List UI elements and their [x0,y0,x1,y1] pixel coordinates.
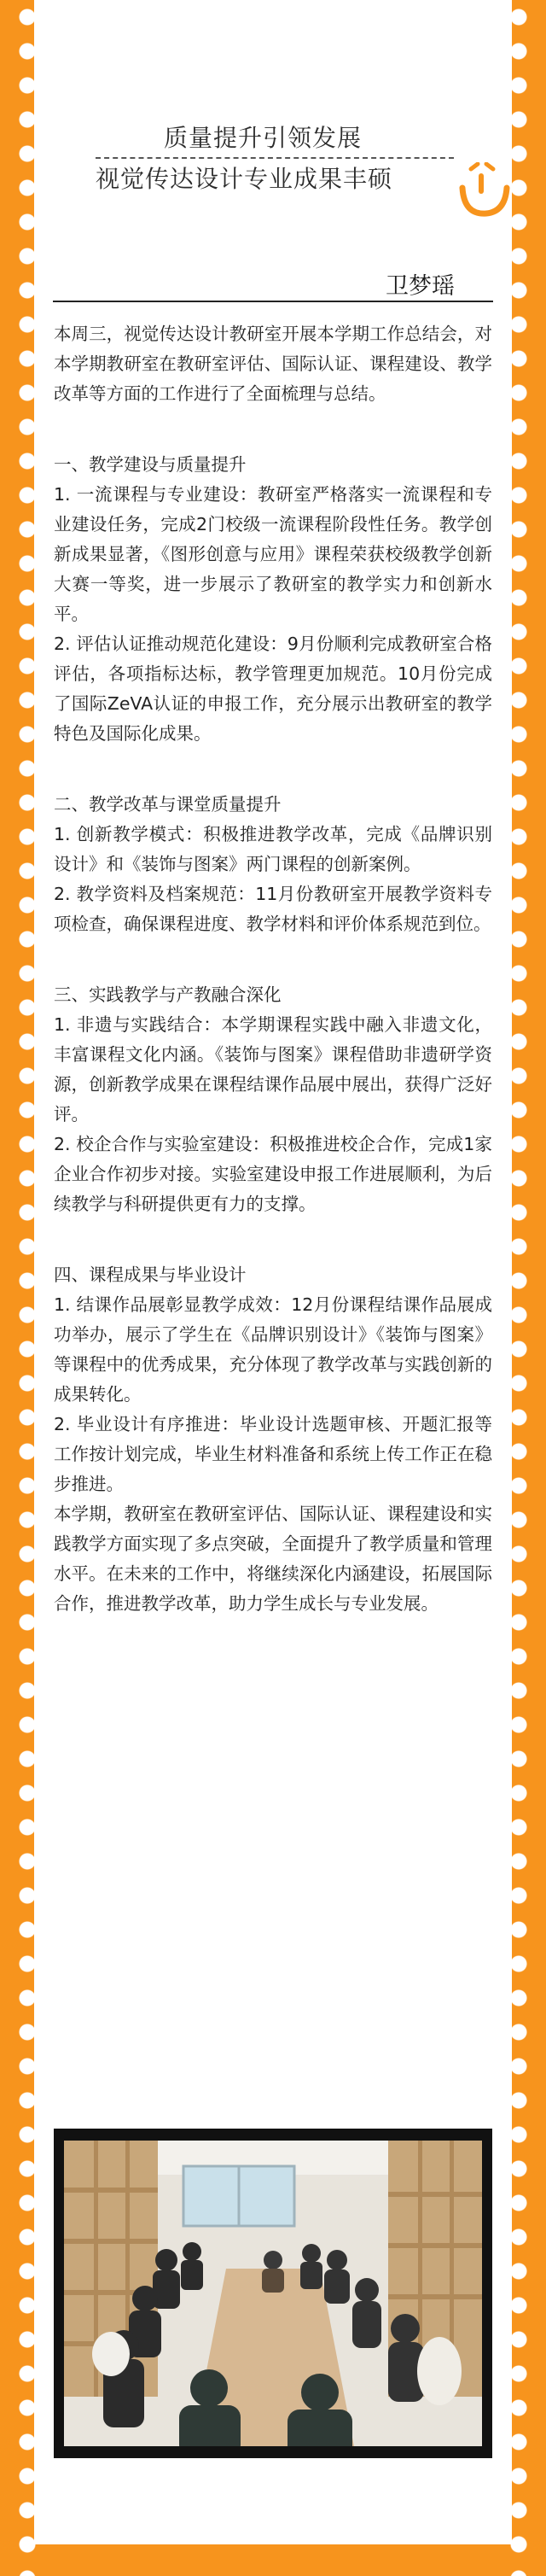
section-item: 2. 毕业设计有序推进：毕业设计选题审核、开题汇报等工作按计划完成，毕业生材料准备和系统上传工作正在稳步推进。 [54,1414,492,1494]
section-item: 2. 评估认证推动规范化建设：9月份顺利完成教研室合格评估，各项指标达标，教学管理更加规范。10月份完成了国际ZeVA认证的申报工作，充分展示出教研室的教学特色及国际化成果。 [54,634,492,744]
card-top [34,0,512,102]
section-item: 1. 创新教学模式：积极推进教学改革，完成《品牌识别设计》和《装饰与图案》两门课程的创新案例。 [54,824,492,874]
title-divider [96,157,454,159]
scalloped-edge-left [19,0,36,2576]
section-item: 2. 教学资料及档案规范：11月份教研室开展教学资料专项检查，确保课程进度、教学材料和评价体系规范到位。 [54,884,492,934]
author-divider [53,301,493,302]
author-name: 卫梦瑶 [386,273,455,300]
section-item: 2. 校企合作与实验室建设：积极推进校企合作，完成1家企业合作初步对接。实验室建设申报工作进展顺利，为后续教学与科研提供更有力的支撑。 [54,1134,492,1214]
section-title: 四、课程成果与毕业设计 [54,1265,247,1285]
photo-frame [54,2129,492,2458]
title-block [61,120,488,222]
section-item: 1. 结课作品展彰显教学成效：12月份课程结课作品展成功举办，展示了学生在《品牌识别设计》《装饰与图案》等课程中的优秀成果，充分体现了教学改革与实践创新的成果转化。 [54,1294,492,1405]
section-title: 二、教学改革与课堂质量提升 [54,794,282,815]
spacer [54,749,492,790]
scalloped-edge-right [510,0,527,2576]
spacer [54,939,492,980]
article-body [54,319,492,1619]
title-line-2: 视觉传达设计专业成果丰硕 [96,165,393,193]
closing-paragraph: 本学期，教研室在教研室评估、国际认证、课程建设和实践教学方面实现了多点突破，全面提升了教学质量和管理水平。在未来的工作中，将继续深化内涵建设，拓展国际合作，推进教学改革，助力学生成长与专业发展。 [54,1504,492,1614]
section-title: 三、实践教学与产教融合深化 [54,984,282,1005]
meeting-photo-illustration [64,2141,482,2446]
title-line-1: 质量提升引领发展 [164,124,363,152]
smile-icon [452,162,512,222]
section-title: 一、教学建设与质量提升 [54,454,247,475]
intro-paragraph: 本周三，视觉传达设计教研室开展本学期工作总结会，对本学期教研室在教研室评估、国际认证、课程建设、教学改革等方面的工作进行了全面梳理与总结。 [54,324,492,404]
meeting-photo [64,2141,482,2446]
spacer [54,1219,492,1260]
section-item: 1. 非遗与实践结合：本学期课程实践中融入非遗文化，丰富课程文化内涵。《装饰与图案》课程借助非遗研学资源，创新教学成果在课程结课作品展中展出，获得广泛好评。 [54,1014,492,1124]
section-item: 1. 一流课程与专业建设：教研室严格落实一流课程和专业建设任务，完成2门校级一流课程阶段性任务。教学创新成果显著，《图形创意与应用》课程荣获校级教学创新大赛一等奖，进一步展示了教研室的教学实力和创新水平。 [54,484,492,624]
